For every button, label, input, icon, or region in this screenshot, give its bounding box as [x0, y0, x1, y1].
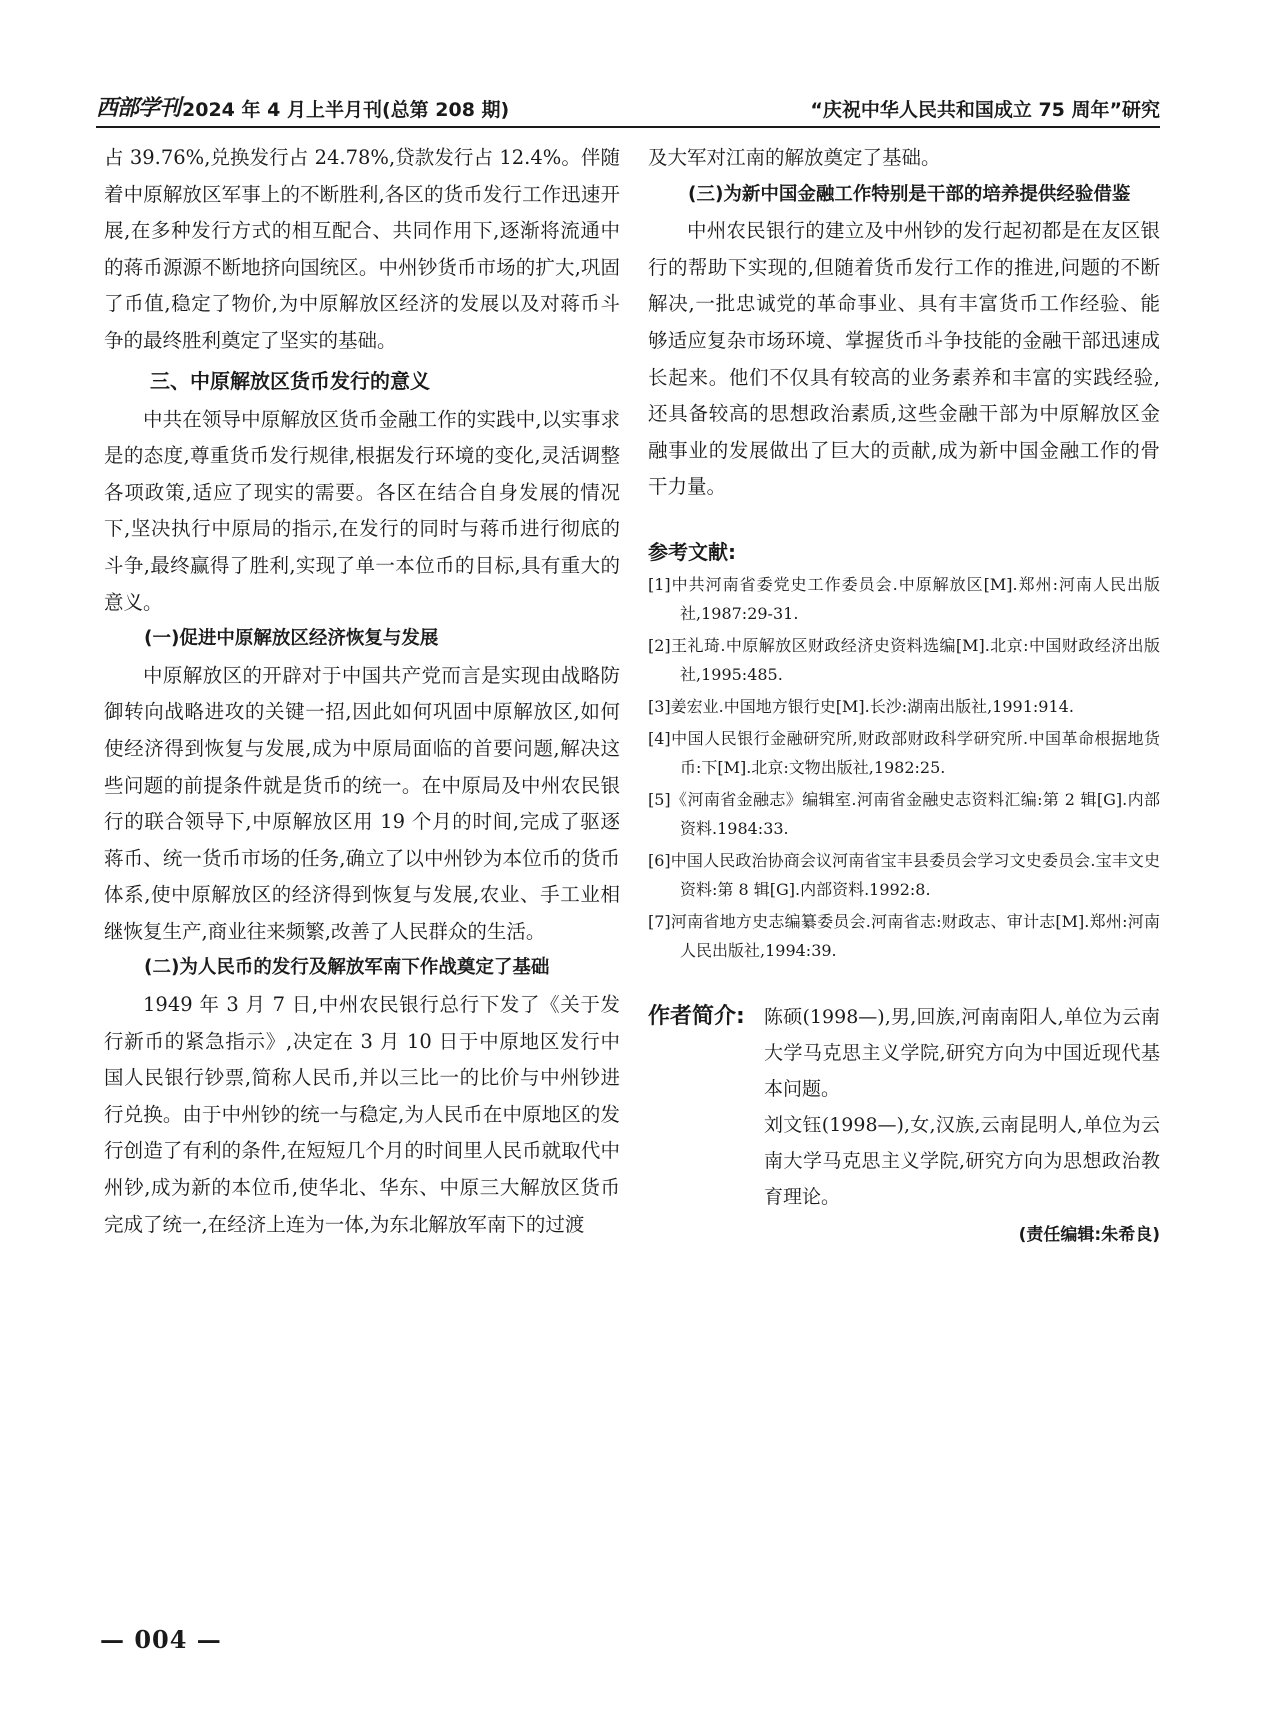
body-paragraph: 中原解放区的开辟对于中国共产党而言是实现由战略防御转向战略进攻的关键一招,因此如何巩固中原解放区,如何使经济得到恢复与发展,成为中原局面临的首要问题,解决这些问题的前提条件就是货币的统一。在中原局及中州农民银行的联合领导下,中原解放区用 19 个月的时间,完成了驱逐蒋币、统一货币市场的任务,确立了以中州钞为本位币的货币体系,使中原解放区的经济得到恢复与发展,农业、手工业相继恢复生产,商业往来频繁,改善了人民群众的生活。 — [104, 663, 620, 943]
reference-item: [6]中国人民政治协商会议河南省宝丰县委员会学习文史委员会.宝丰文史资料:第 8 辑[G].内部资料.1992:8. — [648, 850, 1160, 899]
author-bio — [648, 999, 1160, 1215]
journal-logo: 西部学刊 — [96, 95, 181, 121]
right-column — [648, 140, 1160, 1253]
left-column — [104, 140, 620, 1243]
reference-item: [7]河南省地方史志编纂委员会.河南省志:财政志、审计志[M].郑州:河南人民出版社,1994:39. — [648, 911, 1160, 960]
header-left — [96, 91, 509, 122]
body-paragraph: 及大军对江南的解放奠定了基础。 — [648, 146, 941, 169]
body-paragraph: 1949 年 3 月 7 日,中州农民银行总行下发了《关于发行新币的紧急指示》,决定在 3 月 10 日于中原地区发行中国人民银行钞票,简称人民币,并以三比一的比价与中州钞进行兑换。由于中州钞的统一与稳定,为人民币在中原地区的发行创造了有利的条件,在短短几个月的时间里人民币就取代中州钞,成为新的本位币,使华北、华东、中原三大解放区货币完成了统一,在经济上连为一体,为东北解放军南下的过渡 — [104, 993, 620, 1236]
author-entry: 刘文钰(1998—),女,汉族,云南昆明人,单位为云南大学马克思主义学院,研究方向为思想政治教育理论。 — [764, 1113, 1160, 1208]
issue-info: 2024 年 4 月上半月刊(总第 208 期) — [182, 99, 510, 121]
reference-item: [5]《河南省金融志》编辑室.河南省金融史志资料汇编:第 2 辑[G].内部资料.1984:33. — [648, 789, 1160, 838]
reference-item: [4]中国人民银行金融研究所,财政部财政科学研究所.中国革命根据地货币:下[M].北京:文物出版社,1982:25. — [648, 728, 1160, 777]
body-paragraph: 中共在领导中原解放区货币金融工作的实践中,以实事求是的态度,尊重货币发行规律,根据发行环境的变化,灵活调整各项政策,适应了现实的需要。各区在结合自身发展的情况下,坚决执行中原局的指示,在发行的同时与蒋币进行彻底的斗争,最终赢得了胜利,实现了单一本位币的目标,具有重大的意义。 — [104, 407, 620, 614]
reference-list — [648, 570, 1160, 965]
author-bio-body — [764, 999, 1160, 1215]
page-number: — 004 — — [100, 1625, 222, 1654]
reference-item: [3]姜宏业.中国地方银行史[M].长沙:湖南出版社,1991:914. — [648, 696, 1074, 716]
reference-item: [1]中共河南省委党史工作委员会.中原解放区[M].郑州:河南人民出版社,1987:29-31. — [648, 574, 1160, 623]
subsection-heading: (三)为新中国金融工作特别是干部的培养提供经验借鉴 — [688, 183, 1131, 205]
author-bio-label: 作者简介: — [648, 1003, 745, 1029]
subsection-heading: (二)为人民币的发行及解放军南下作战奠定了基础 — [144, 957, 550, 979]
column-title: “庆祝中华人民共和国成立 75 周年”研究 — [810, 99, 1160, 121]
subsection-heading: (一)促进中原解放区经济恢复与发展 — [144, 628, 439, 650]
author-entry: 陈硕(1998—),男,回族,河南南阳人,单位为云南大学马克思主义学院,研究方向为中国近现代基本问题。 — [764, 1005, 1160, 1100]
responsible-editor: (责任编辑:朱希良) — [1018, 1224, 1160, 1245]
body-paragraph: 中州农民银行的建立及中州钞的发行起初都是在友区银行的帮助下实现的,但随着货币发行工作的推进,问题的不断解决,一批忠诚党的革命事业、具有丰富货币工作经验、能够适应复杂市场环境、掌握货币斗争技能的金融干部迅速成长起来。他们不仅具有较高的业务素养和丰富的实践经验,还具备较高的思想政治素质,这些金融干部为中原解放区金融事业的发展做出了巨大的贡献,成为新中国金融工作的骨干力量。 — [648, 219, 1160, 499]
references-heading: 参考文献: — [648, 539, 736, 564]
section-heading: 三、中原解放区货币发行的意义 — [150, 368, 430, 393]
body-paragraph: 占 39.76%,兑换发行占 24.78%,贷款发行占 12.4%。伴随着中原解放区军事上的不断胜利,各区的货币发行工作迅速开展,在多种发行方式的相互配合、共同作用下,逐渐将流通中的蒋币源源不断地挤向国统区。中州钞货币市场的扩大,巩固了币值,稳定了物价,为中原解放区经济的发展以及对蒋币斗争的最终胜利奠定了坚实的基础。 — [104, 146, 620, 352]
running-header — [96, 86, 1160, 128]
reference-item: [2]王礼琦.中原解放区财政经济史资料选编[M].北京:中国财政经济出版社,1995:485. — [648, 635, 1160, 684]
